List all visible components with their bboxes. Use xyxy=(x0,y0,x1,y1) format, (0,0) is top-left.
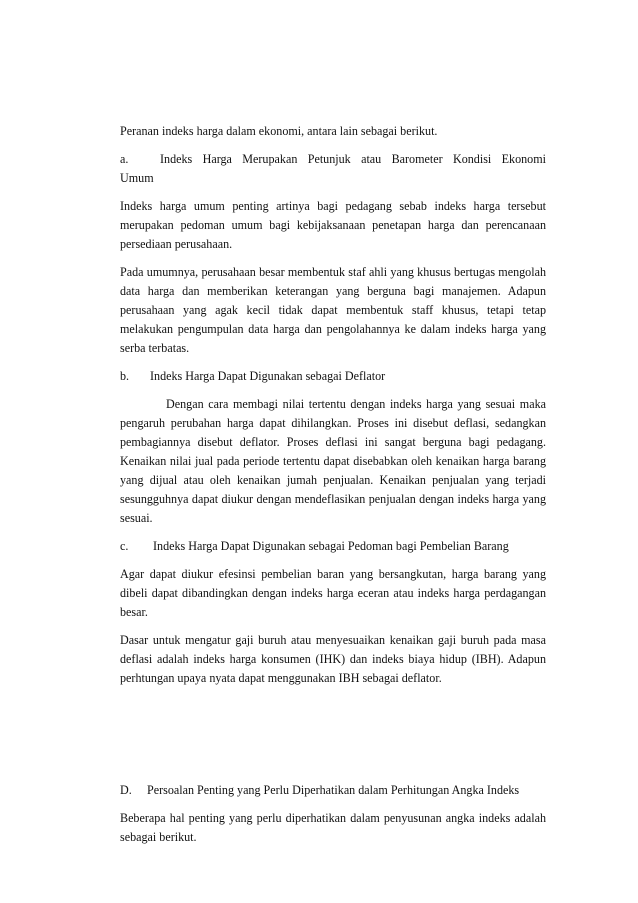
section-c-label: c. xyxy=(120,539,129,553)
section-a-heading xyxy=(120,150,546,169)
section-a-title-wrap: Umum xyxy=(120,171,154,185)
document-page xyxy=(120,122,546,856)
section-d-label: D. xyxy=(120,783,132,797)
section-a-label: a. xyxy=(120,152,129,166)
section-c-paragraph-1: Agar dapat diukur efesinsi pembelian baran yang bersangkutan, harga barang yang dibeli dapat dibandingkan dengan indeks harga eceran atau indeks harga perdagangan besar. xyxy=(120,567,546,619)
section-b-label: b. xyxy=(120,369,130,383)
section-a-title: Indeks Harga Merupakan Petunjuk atau Barometer Kondisi Ekonomi xyxy=(160,152,546,166)
section-c-title: Indeks Harga Dapat Digunakan sebagai Pedoman bagi Pembelian Barang xyxy=(153,539,509,553)
section-c-heading xyxy=(120,537,546,556)
blank-spacer xyxy=(120,697,546,781)
section-b-title: Indeks Harga Dapat Digunakan sebagai Deflator xyxy=(150,369,386,383)
section-d-paragraph-1: Beberapa hal penting yang perlu diperhatikan dalam penyusunan angka indeks adalah sebagai berikut. xyxy=(120,811,546,844)
section-d-heading xyxy=(120,781,546,800)
section-a-paragraph-2: Pada umumnya, perusahaan besar membentuk staf ahli yang khusus bertugas mengolah data harga dan memberikan keterangan yang berguna bagi manajemen. Adapun perusahaan yang agak kecil tidak dapat membentuk staff khusus, tetapi tetap melakukan pengumpulan data harga dan pengolahannya ke dalam indeks harga yang serba terbatas. xyxy=(120,265,546,355)
section-b-paragraph-1: Dengan cara membagi nilai tertentu dengan indeks harga yang sesuai maka pengaruh perubahan harga dapat dihilangkan. Proses ini disebut deflasi, sedangkan pembagiannya disebut deflator. Proses deflasi ini sangat berguna bagi pedagang. Kenaikan nilai jual pada periode tertentu dapat disebabkan oleh kenaikan harga barang yang dijual atau oleh kenaikan jumah penjualan. Kenaikan penjualan yang terjadi sesungguhnya dapat diukur dengan mendeflasikan penjualan dengan indeks harga yang sesuai. xyxy=(120,397,546,525)
section-c-paragraph-2: Dasar untuk mengatur gaji buruh atau menyesuaikan kenaikan gaji buruh pada masa deflasi adalah indeks harga konsumen (IHK) dan indeks biaya hidup (IBH). Adapun perhtungan upaya nyata dapat menggunakan IBH sebagai deflator. xyxy=(120,633,546,685)
section-d-title: Persoalan Penting yang Perlu Diperhatikan dalam Perhitungan Angka Indeks xyxy=(147,783,520,797)
section-a-paragraph-1: Indeks harga umum penting artinya bagi pedagang sebab indeks harga tersebut merupakan pedoman umum bagi kebijaksanaan penetapan harga dan perencanaan persediaan perusahaan. xyxy=(120,199,546,251)
intro-paragraph: Peranan indeks harga dalam ekonomi, antara lain sebagai berikut. xyxy=(120,124,438,138)
section-b-heading xyxy=(120,367,546,386)
